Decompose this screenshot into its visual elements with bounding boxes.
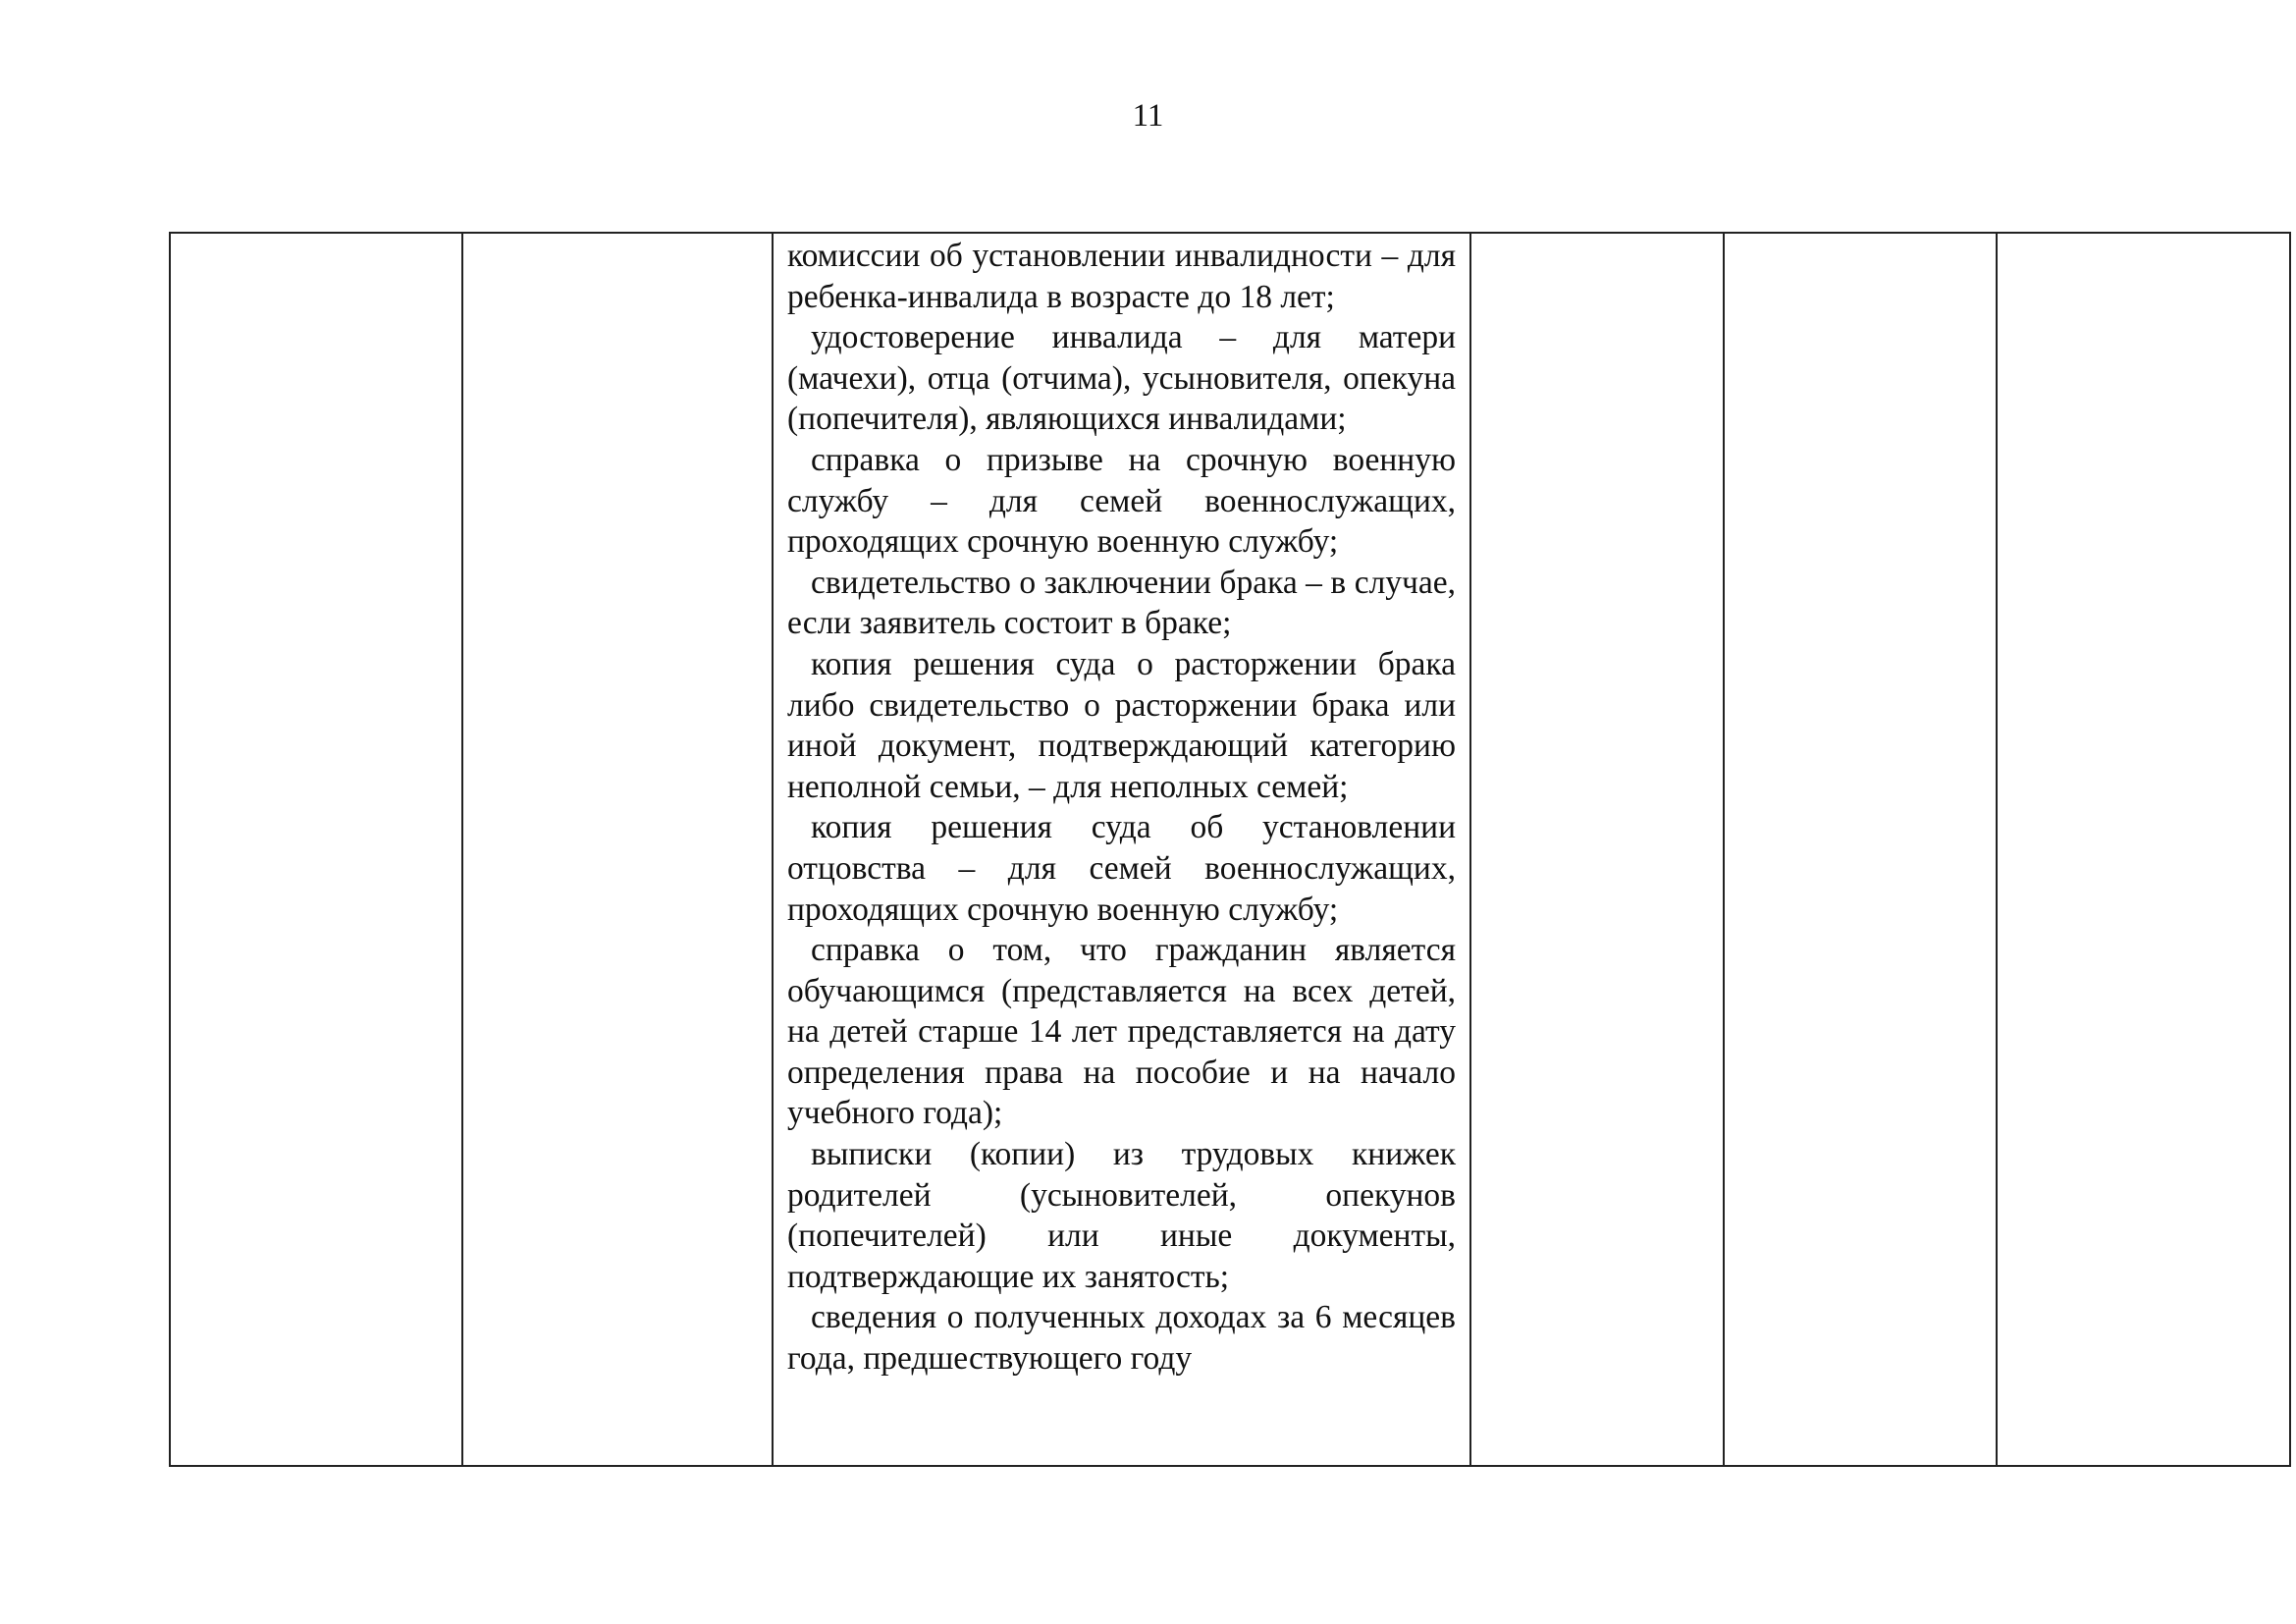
list-item: сведения о полученных доходах за 6 месяцев года, предшествующего году [787,1299,1456,1378]
list-item: комиссии об установлении инвалидности – для ребенка-инвалида в возрасте до 18 лет; [787,238,1456,315]
table-cell-col-4 [1470,233,1724,1466]
table-cell-col-3 [773,233,1470,1466]
list-item: справка о призыве на срочную военную службу – для семей военнослужащих, проходящих срочную военную службу; [787,441,1456,561]
documents-list [774,234,1469,1465]
list-item: справка о том, что гражданин является обучающимся (представляется на всех детей, на детей старше 14 лет представляется на дату определения права на пособие и на начало учебного года); [787,932,1456,1132]
list-item: копия решения суда о расторжении брака либо свидетельство о расторжении брака или иной документ, подтверждающий категорию неполной семьи, – для неполных семей; [787,645,1456,805]
table-cell-col-6 [1997,233,2290,1466]
table-row [170,233,2290,1466]
list-item: копия решения суда об установлении отцовства – для семей военнослужащих, проходящих срочную военную службу; [787,809,1456,928]
table-cell-col-1 [170,233,462,1466]
list-item: удостоверение инвалида – для матери (мачехи), отца (отчима), усыновителя, опекуна (попечителя), являющихся инвалидами; [787,319,1456,438]
list-item: свидетельство о заключении брака – в случае, если заявитель состоит в браке; [787,564,1456,642]
requirements-table [169,232,2291,1467]
table-cell-col-2 [462,233,773,1466]
list-item: выписки (копии) из трудовых книжек родителей (усыновителей, опекунов (попечителей) или иные документы, подтверждающие их занятость; [787,1136,1456,1295]
table-cell-col-5 [1724,233,1997,1466]
page-number: 11 [1132,98,1164,134]
